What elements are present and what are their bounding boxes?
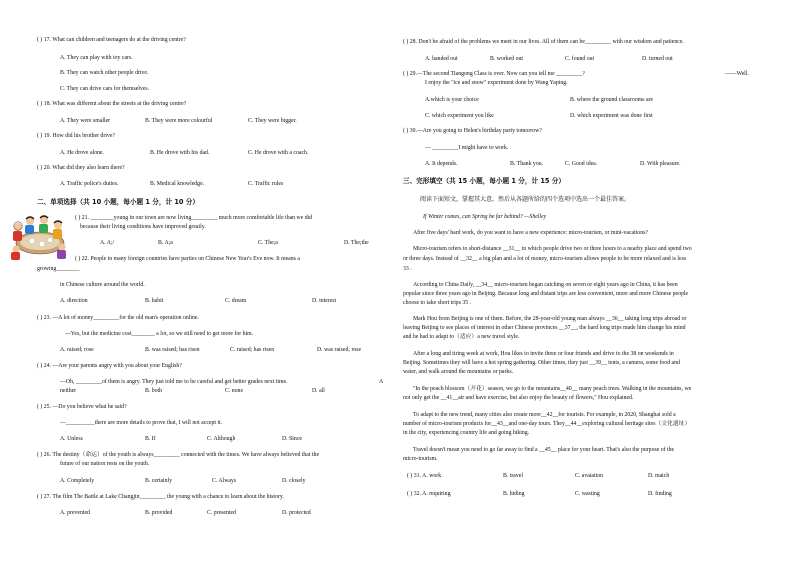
line-q31b: B. travel	[503, 473, 523, 479]
line-q22d: D. interest	[312, 298, 337, 304]
line-q30s: — _________I might have to work.	[425, 145, 509, 151]
line-q27c: C. presented	[207, 510, 236, 516]
line-q22c: C. dream	[225, 298, 247, 304]
line-q23s: —Yes, but the medicine cost________ a lot, so we still need to get more for him.	[65, 331, 254, 337]
line-q21c: C. The;a	[258, 240, 278, 246]
line-p3a: According to China Daily, __34__ micro-tourism began catching on seven or eight years ago in China, it has been	[413, 282, 678, 288]
line-q23a: A. raised; rose	[60, 347, 94, 353]
line-q17a: A. They can play with toy cars.	[60, 55, 133, 61]
line-p4c: and he had to adapt to（适应）a new travel style.	[403, 334, 520, 340]
line-q26c: C. Always	[212, 478, 237, 484]
line-q29c: C. which experiment you like	[425, 113, 494, 119]
line-q32c: C. wasting	[575, 491, 600, 497]
line-q25a: A. Unless	[60, 436, 83, 442]
dinner-party-picture-icon	[8, 213, 68, 261]
line-q27: ( ) 27. The film The Battle at Lake Changjin_________ the young with a chance to learn about the history.	[37, 494, 284, 500]
line-sec2: 二、单项选择（共 10 小题，每小题 1 分，计 10 分）	[37, 198, 199, 206]
line-q29s: I enjoy the "ice and snow" experiment done by Wang Yaping.	[425, 80, 568, 86]
line-q30d: D. With pleasure.	[640, 161, 681, 167]
line-q17b: B. They can watch other people drive.	[60, 70, 149, 76]
line-q28d: D. turned out	[642, 56, 673, 62]
line-q27d: D. protected	[282, 510, 311, 516]
line-q32: ( ) 32. A. requiring	[407, 491, 451, 497]
line-q20: ( ) 20. What did they also learn there?	[37, 165, 125, 171]
line-sec3: 三、完形填空（共 15 小题，每小题 1 分，计 15 分）	[403, 177, 565, 185]
line-p2b: or three days. Instead of __32__ a big plan and a lot of money, micro-tourism allows people to be more relaxed and is less	[403, 256, 687, 262]
line-q20c: C. Traffic rules	[248, 181, 284, 187]
line-q24sn: neither	[60, 388, 77, 394]
line-p3c: choose to take short trips 35 .	[403, 300, 472, 306]
line-q29d: D. which experiment was done first	[570, 113, 653, 119]
line-q19c: C. He drove with a coach.	[248, 150, 309, 156]
line-q20b: B. Medical knowledge.	[150, 181, 205, 187]
line-q31d: D. match	[648, 473, 670, 479]
line-q21: ( ) 21. ________young in our town are now living_________ much more comfortable life than we did	[75, 215, 313, 221]
line-p6a: "In the peach blossom（开花）season, we go to the mountains__40__ many peach trees. Walking in the mountains, we	[413, 386, 692, 392]
line-q22b: B. habit	[145, 298, 164, 304]
line-q24: ( ) 24. —Are your parents angry with you about your English?	[37, 363, 182, 369]
line-p8a: Travel doesn't mean you need to go far away to find a __45__ place for your heart. That's also the purpose of the	[413, 447, 675, 453]
line-q21d: D. The;the	[344, 240, 369, 246]
line-q26a: A. Completely	[60, 478, 95, 484]
line-q24c: C. none	[225, 388, 244, 394]
line-q23: ( ) 23. —A lot of money_________for the old man's operation online.	[37, 315, 199, 321]
line-q25s: —__________there are more details to prove that, I will not accept it.	[60, 420, 223, 426]
line-q29a: A.which is your choice	[425, 97, 479, 103]
line-q21b: B. A;a	[158, 240, 173, 246]
line-q30b: B. Thank you.	[510, 161, 544, 167]
line-q17: ( ) 17. What can children and teenagers do at the driving centre?	[37, 37, 186, 43]
line-q23c: C. raised; has risen	[230, 347, 275, 353]
line-q21s: because their living conditions have improved greatly.	[80, 224, 206, 230]
line-p1: After five days' hard work, do you want to have a new experience: micro-tourism, or mini-vacations?	[413, 230, 648, 236]
line-q22s2: in Chinese culture around the world.	[60, 282, 145, 288]
line-p7c: in the city, experiencing country life and going hiking.	[403, 430, 530, 436]
line-q31c: C. avaiation	[575, 473, 604, 479]
line-p5a: After a long and tiring week at work, Hou likes to invite three or four friends and drive to the 38 on weekends in	[413, 351, 674, 357]
line-q30a: A. It depends.	[425, 161, 458, 167]
line-p2a: Micro-tourism refers to short-distance __31__ in which people drive two or three hours to a nearby place and spend two	[413, 246, 692, 252]
line-q25d: D. Since	[282, 436, 302, 442]
line-q26: ( ) 26. The destiny（命运）of the youth is always_________ connected with the times. We have always believed that the	[37, 452, 320, 458]
line-q30: ( ) 30.—Are you going to Helen's birthday party tomorrow?	[403, 128, 542, 134]
line-q21a: A. A;/	[100, 240, 115, 246]
line-q18a: A. They were smaller	[60, 118, 111, 124]
line-q30c: C. Good idea.	[565, 161, 598, 167]
line-q22s: growing________	[37, 266, 80, 272]
line-q23b: B. was raised; has risen	[145, 347, 200, 353]
line-q19: ( ) 19. How did his brother drive?	[37, 133, 115, 139]
line-q29w: ——Well.	[725, 71, 749, 77]
line-q29: ( ) 29.—The second Tiangong Class is over. Now can you tell me _________?	[403, 71, 585, 77]
line-q22a: A. direction	[60, 298, 88, 304]
line-q24s: —Oh, _________of them is angry. They just told me to be careful and get better grades next time.	[60, 379, 288, 385]
line-p5c: water, and walk around the mountains or parks.	[403, 369, 514, 375]
line-q20a: A. Traffic police's duties.	[60, 181, 119, 187]
line-p4a: Mark Hou from Beijing is one of them. Before, the 28-year-old young man always __36__ taking long trips abroad or	[413, 316, 687, 322]
line-q28: ( ) 28. Don't be afraid of the problems we meet in our lives. All of them can be_________ with our wisdom and patience.	[403, 39, 684, 45]
line-q28c: C. found out	[565, 56, 595, 62]
line-p8b: micro-tourism.	[403, 456, 438, 462]
line-p7a: To adapt to the new trend, many cities also create more__42__for tourists. For example, in 2020, Shanghai sold a	[413, 412, 676, 418]
line-q26d: D. closely	[282, 478, 306, 484]
line-quote: If Winter comes, can Spring be far behind? —Shelley	[423, 214, 547, 220]
line-q29b: B. where the ground classrooms are	[570, 97, 654, 103]
line-q22: ( ) 22. People in many foreign countries have parties on Chinese New Year's Eve now. It means a	[75, 256, 300, 262]
line-q32d: D. finding	[648, 491, 672, 497]
line-q31: ( ) 31. A. work	[407, 473, 442, 479]
line-q18: ( ) 18. What was different about the streets at the driving centre?	[37, 101, 187, 107]
line-p4b: leaving Beijing to see places of interest in other Chinese provinces __37__, the hard long trips made him change his mind	[403, 325, 686, 331]
line-p5b: Beijing. Sometimes they will have a hot spring gathering. Other times, they just __39__ tents, a camera, some food and	[403, 360, 680, 366]
line-instr: 阅读下面短文，掌握其大意，然后从各题所给的四个选项中选出一个最佳答案。	[420, 196, 631, 203]
line-q23d: D. was raised; rose	[317, 347, 362, 353]
line-q19a: A. He drove alone.	[60, 150, 104, 156]
line-q24b: B. both	[145, 388, 163, 394]
line-p6b: not only get the __41__air and have exercise, but also enjoy the beauty of flowers," Hou explained.	[403, 395, 634, 401]
line-q27a: A. prevented	[60, 510, 90, 516]
line-q28a: A. handed out	[425, 56, 458, 62]
line-q18c: C. They were bigger.	[248, 118, 297, 124]
line-p3b: popular since three years ago in Beijing. Because long and distant trips are less convenient, more and more Chinese people	[403, 291, 689, 297]
line-q26b: B. certainly	[145, 478, 173, 484]
line-p2c: 33 .	[403, 266, 412, 272]
line-q25b: B. If	[145, 436, 156, 442]
line-q32b: B. hiding	[503, 491, 525, 497]
line-q24sa: A	[379, 379, 384, 385]
line-q25: ( ) 25. —Do you believe what he said?	[37, 404, 127, 410]
line-q25c: C. Although	[207, 436, 236, 442]
line-q17c: C. They can drive cars for themselves.	[60, 86, 150, 92]
line-p7b: number of micro-tourism products for__43__and one-day tours. They__44__exploring cultural heritage sites（文化遗址）	[403, 421, 691, 427]
line-q19b: B. He drove with his dad.	[150, 150, 210, 156]
line-q27b: B. provided	[145, 510, 173, 516]
line-q18b: B. They were more colourful	[145, 118, 213, 124]
line-q24d: D. all	[312, 388, 325, 394]
line-q26s: future of our nation rests on the youth.	[60, 461, 150, 467]
line-q28b: B. worked out	[490, 56, 524, 62]
